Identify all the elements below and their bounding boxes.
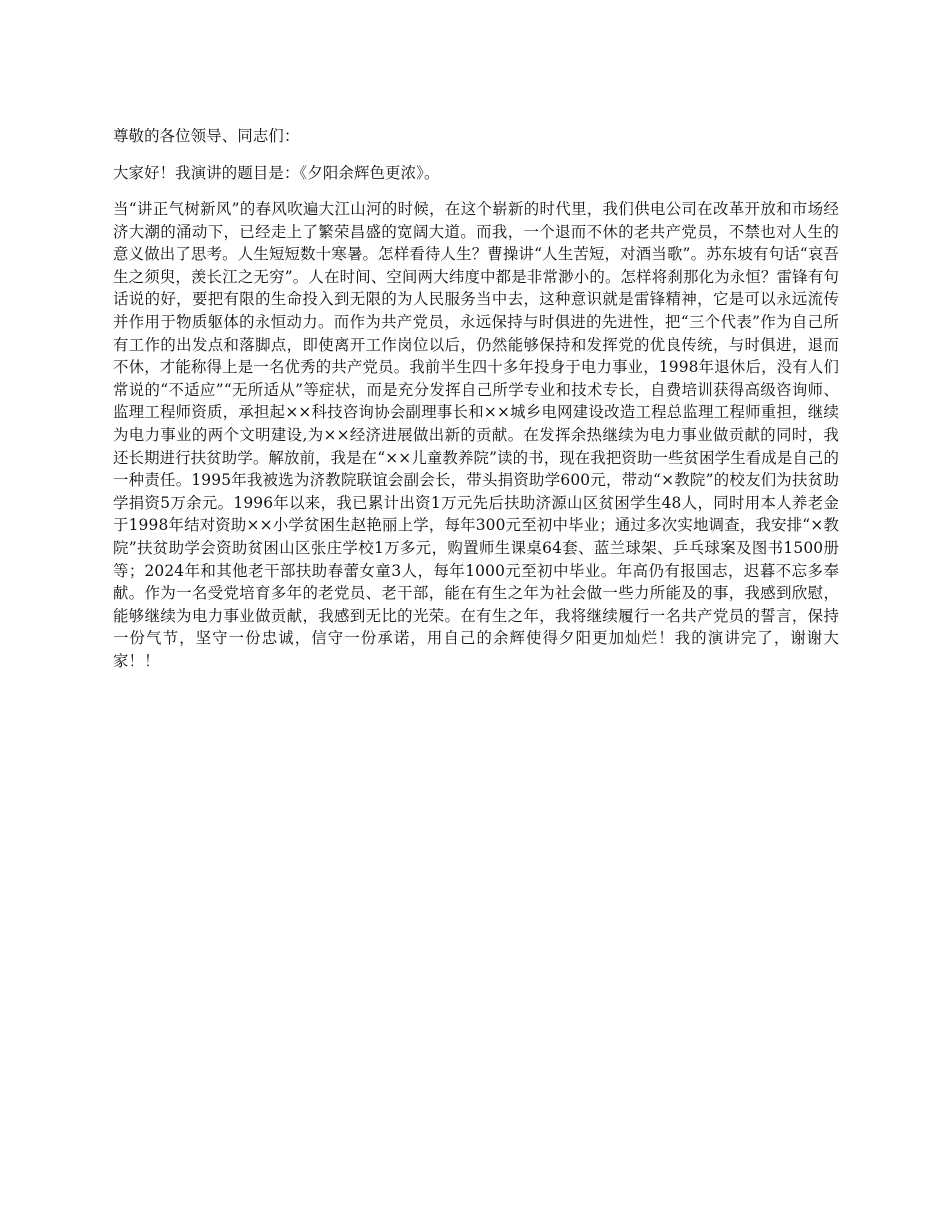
salutation-paragraph: 尊敬的各位领导、同志们： — [113, 127, 300, 145]
document-page — [113, 124, 839, 672]
body-paragraph: 当“讲正气树新风”的春风吹遍大江山河的时候，在这个崭新的时代里，我们供电公司在改革开放和市场经济大潮的涌动下，已经走上了繁荣昌盛的宽阔大道。而我，一个退而不休的老共产党员，不禁也对人生的意义做出了思考。人生短短数十寒暑。怎样看待人生？曹操讲“人生苦短，对酒当歌”。苏东坡有句话“哀吾生之须臾，羡长江之无穷”。人在时间、空间两大纬度中都是非常渺小的。怎样将刹那化为永恒？雷锋有句话说的好，要把有限的生命投入到无限的为人民服务当中去，这种意识就是雷锋精神，它是可以永远流传并作用于物质躯体的永恒动力。而作为共产党员，永远保持与时俱进的先进性，把“三个代表”作为自己所有工作的出发点和落脚点，即使离开工作岗位以后，仍然能够保持和发挥党的优良传统，与时俱进，退而不休，才能称得上是一名优秀的共产党员。我前半生四十多年投身于电力事业，1998年退休后，没有人们常说的“不适应”“无所适从”等症状，而是充分发挥自己所学专业和技术专长，自费培训获得高级咨询师、监理工程师资质，承担起××科技咨询协会副理事长和××城乡电网建设改造工程总监理工程师重担，继续为电力事业的两个文明建设,为××经济进展做出新的贡献。在发挥余热继续为电力事业做贡献的同时，我还长期进行扶贫助学。解放前，我是在“××儿童教养院”读的书，现在我把资助一些贫困学生看成是自己的一种责任。1995年我被选为济教院联谊会副会长，带头捐资助学600元，带动“×教院”的校友们为扶贫助学捐资5万余元。1996年以来，我已累计出资1万元先后扶助济源山区贫困学生48人，同时用本人养老金于1998年结对资助××小学贫困生赵艳丽上学，每年300元至初中毕业；通过多次实地调查，我安排“×教院”扶贫助学会资助贫困山区张庄学校1万多元，购置师生课桌64套、蓝兰球架、乒乓球案及图书1500册等；2024年和其他老干部扶助春蕾女童3人，每年1000元至初中毕业。年高仍有报国志，迟暮不忘多奉献。作为一名受党培育多年的老党员、老干部，能在有生之年为社会做一些力所能及的事，我感到欣慰，能够继续为电力事业做贡献，我感到无比的光荣。在有生之年，我将继续履行一名共产党员的誓言，保持一份气节，坚守一份忠诚，信守一份承诺，用自己的余辉使得夕阳更加灿烂！我的演讲完了，谢谢大家！！ — [113, 200, 839, 670]
opening-paragraph: 大家好！我演讲的题目是：《夕阳余辉色更浓》。 — [113, 164, 440, 182]
